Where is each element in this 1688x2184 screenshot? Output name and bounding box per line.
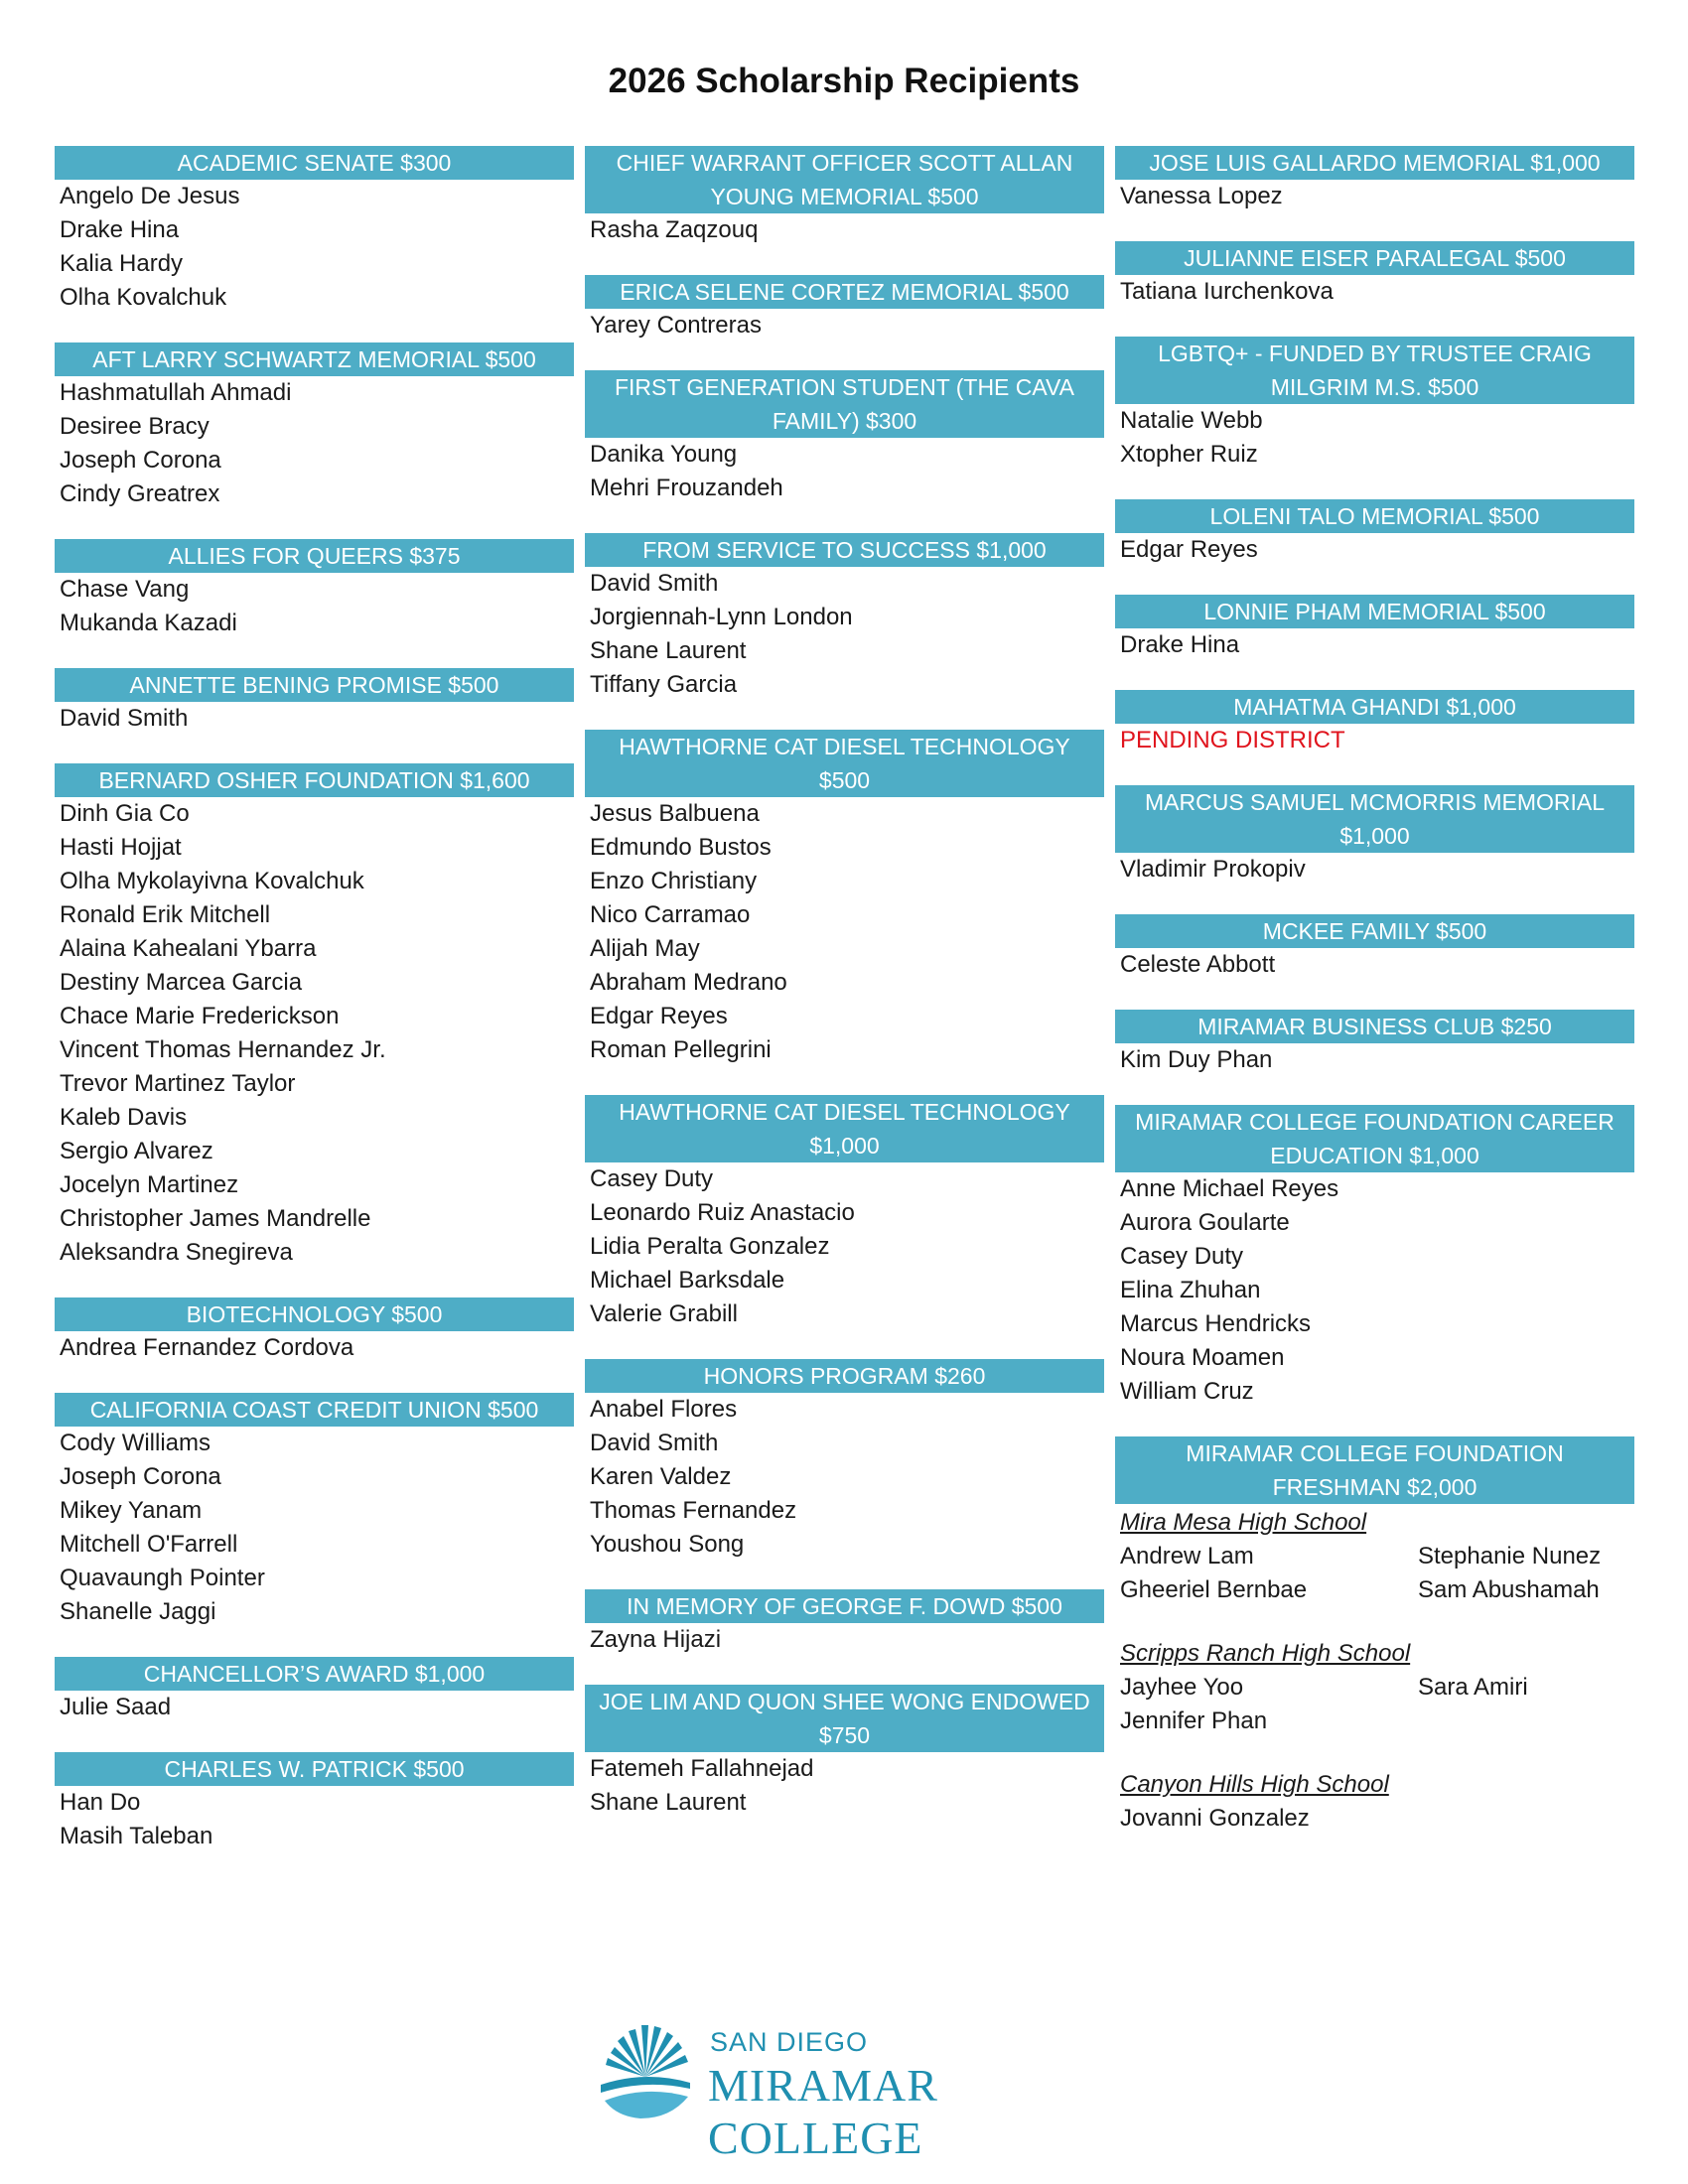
sunburst-logo-icon [591,2015,700,2124]
recipient-name: Desiree Bracy [60,413,210,440]
logo-line-1: SAN DIEGO [710,2027,869,2057]
scholarship-section [1115,785,1634,887]
scholarship-section [585,1589,1104,1657]
recipient-name: Sergio Alvarez [60,1138,213,1164]
scholarship-header: MAHATMA GHANDI $1,000 [1115,690,1634,724]
school-recipients [1115,1540,1634,1607]
scholarship-section [1115,1010,1634,1077]
recipient-name: Ronald Erik Mitchell [60,901,271,928]
column-1 [55,146,574,1853]
recipient-name: David Smith [590,1430,719,1456]
recipient-name: Elina Zhuhan [1120,1277,1261,1303]
recipient-name: Natalie Webb [1120,407,1263,434]
scholarship-header: BERNARD OSHER FOUNDATION $1,600 [55,763,574,797]
logo-line-2: MIRAMAR COLLEGE [708,2060,938,2163]
scholarship-header: ACADEMIC SENATE $300 [55,146,574,180]
recipient-name: Mukanda Kazadi [60,610,237,636]
scholarship-header: BIOTECHNOLOGY $500 [55,1297,574,1331]
high-school-label: Scripps Ranch High School [1120,1640,1411,1667]
recipient-name: Shane Laurent [590,1789,747,1816]
recipient-name: Casey Duty [590,1165,714,1192]
school-recipients [1115,1802,1634,1836]
recipient-name: Julie Saad [60,1694,172,1720]
recipient-name: Shanelle Jaggi [60,1598,216,1625]
scholarship-section [1115,690,1634,757]
scholarship-section [585,730,1104,1067]
recipient-name: Edgar Reyes [1120,536,1258,563]
scholarship-header: MIRAMAR BUSINESS CLUB $250 [1115,1010,1634,1043]
recipient-name: Anabel Flores [590,1396,738,1423]
scholarship-section [585,275,1104,342]
recipient-name: Jennifer Phan [1120,1707,1268,1734]
scholarship-section [55,1752,574,1853]
scholarship-header: ANNETTE BENING PROMISE $500 [55,668,574,702]
recipient-name: Jesus Balbuena [590,800,760,827]
scholarship-section [585,370,1104,505]
scholarship-header: HONORS PROGRAM $260 [585,1359,1104,1393]
recipient-name: David Smith [590,570,719,597]
recipient-name: Mikey Yanam [60,1497,203,1524]
recipient-name: Kim Duy Phan [1120,1046,1273,1073]
recipient-name: Cody Williams [60,1430,211,1456]
recipient-name: Cindy Greatrex [60,480,220,507]
scholarship-header: JULIANNE EISER PARALEGAL $500 [1115,241,1634,275]
recipient-name: Xtopher Ruiz [1120,441,1258,468]
scholarship-section [585,1359,1104,1562]
recipient-name: Alijah May [590,935,700,962]
recipient-name: Tiffany Garcia [590,671,738,698]
recipient-name: Roman Pellegrini [590,1036,772,1063]
scholarship-header: CHANCELLOR’S AWARD $1,000 [55,1657,574,1691]
scholarship-header: MARCUS SAMUEL MCMORRIS MEMORIAL $1,000 [1115,785,1634,853]
recipient-name: Olha Kovalchuk [60,284,227,311]
recipient-name: Joseph Corona [60,447,221,474]
recipient-name: Thomas Fernandez [590,1497,797,1524]
recipient-name: Hasti Hojjat [60,834,182,861]
scholarship-section [1115,241,1634,309]
column-3 [1115,146,1634,1836]
scholarship-header: LGBTQ+ - FUNDED BY TRUSTEE CRAIG MILGRIM M.S. $500 [1115,337,1634,404]
recipient-name: Chace Marie Frederickson [60,1003,340,1029]
recipient-name: Drake Hina [60,216,180,243]
scholarship-section [55,1393,574,1629]
recipient-name: Mitchell O'Farrell [60,1531,238,1558]
recipient-name: Nico Carramao [590,901,751,928]
recipient-name: Marcus Hendricks [1120,1310,1312,1337]
recipient-name: Olha Mykolayivna Kovalchuk [60,868,364,894]
recipient-name: Jayhee Yoo [1120,1674,1244,1701]
recipient-name: Edmundo Bustos [590,834,772,861]
recipient-name: Celeste Abbott [1120,951,1276,978]
recipient-name: Shane Laurent [590,637,747,664]
recipient-name: Lidia Peralta Gonzalez [590,1233,830,1260]
scholarship-header: FIRST GENERATION STUDENT (THE CAVA FAMILY) $300 [585,370,1104,438]
scholarship-section [55,763,574,1270]
recipient-name: Sara Amiri [1418,1674,1528,1701]
recipient-name: Joseph Corona [60,1463,221,1490]
scholarship-section [55,668,574,736]
recipient-name: Jocelyn Martinez [60,1171,239,1198]
recipient-name: Enzo Christiany [590,868,758,894]
recipient-name: Vladimir Prokopiv [1120,856,1306,883]
recipient-name: Noura Moamen [1120,1344,1285,1371]
recipient-name: Vanessa Lopez [1120,183,1283,209]
scholarship-header: FROM SERVICE TO SUCCESS $1,000 [585,533,1104,567]
college-logo [591,2015,1107,2163]
high-school-label: Canyon Hills High School [1120,1771,1389,1798]
scholarship-section [1115,1436,1634,1836]
scholarship-header: JOE LIM AND QUON SHEE WONG ENDOWED $750 [585,1685,1104,1752]
scholarship-header: ALLIES FOR QUEERS $375 [55,539,574,573]
recipient-name: Jovanni Gonzalez [1120,1805,1310,1832]
recipient-name: Hashmatullah Ahmadi [60,379,292,406]
scholarship-section [1115,146,1634,213]
scholarship-section [1115,914,1634,982]
recipient-name: Stephanie Nunez [1418,1543,1602,1570]
recipient-name: Michael Barksdale [590,1267,785,1294]
scholarship-section [55,1297,574,1365]
scholarship-section [55,146,574,315]
scholarship-header: JOSE LUIS GALLARDO MEMORIAL $1,000 [1115,146,1634,180]
recipient-name: Edgar Reyes [590,1003,728,1029]
recipient-name: Rasha Zaqzouq [590,216,759,243]
scholarship-section [1115,1105,1634,1409]
recipient-name: Karen Valdez [590,1463,732,1490]
recipient-name: Aurora Goularte [1120,1209,1290,1236]
recipient-name: Valerie Grabill [590,1300,738,1327]
scholarship-section [585,533,1104,702]
recipient-name: Christopher James Mandrelle [60,1205,371,1232]
scholarship-section [55,342,574,511]
recipient-name: Trevor Martinez Taylor [60,1070,296,1097]
recipient-name: Han Do [60,1789,141,1816]
scholarship-section [55,539,574,640]
scholarship-header: MIRAMAR COLLEGE FOUNDATION CAREER EDUCATION $1,000 [1115,1105,1634,1172]
recipient-name: Zayna Hijazi [590,1626,722,1653]
recipient-name: Angelo De Jesus [60,183,240,209]
scholarship-header: AFT LARRY SCHWARTZ MEMORIAL $500 [55,342,574,376]
scholarship-header: IN MEMORY OF GEORGE F. DOWD $500 [585,1589,1104,1623]
recipient-name: Youshou Song [590,1531,745,1558]
recipient-name: Leonardo Ruiz Anastacio [590,1199,855,1226]
scholarship-header: MCKEE FAMILY $500 [1115,914,1634,948]
recipient-name: Quavaungh Pointer [60,1565,265,1591]
recipient-name: David Smith [60,705,189,732]
recipient-name: Masih Taleban [60,1823,213,1849]
scholarship-header: CALIFORNIA COAST CREDIT UNION $500 [55,1393,574,1427]
recipient-name: Kaleb Davis [60,1104,188,1131]
recipient-name: Andrew Lam [1120,1543,1254,1570]
recipient-name: Dinh Gia Co [60,800,190,827]
column-2 [585,146,1104,1820]
recipient-name: Gheeriel Bernbae [1120,1576,1308,1603]
scholarship-section [55,1657,574,1724]
recipient-name: Jorgiennah-Lynn London [590,604,853,630]
scholarship-header: HAWTHORNE CAT DIESEL TECHNOLOGY $500 [585,730,1104,797]
recipient-name: Destiny Marcea Garcia [60,969,303,996]
recipient-name: Vincent Thomas Hernandez Jr. [60,1036,386,1063]
recipient-name: Kalia Hardy [60,250,184,277]
page-title: 2026 Scholarship Recipients [608,62,1080,100]
recipient-name: Chase Vang [60,576,190,603]
scholarship-header: LOLENI TALO MEMORIAL $500 [1115,499,1634,533]
scholarship-header: MIRAMAR COLLEGE FOUNDATION FRESHMAN $2,000 [1115,1436,1634,1504]
recipient-name: Mehri Frouzandeh [590,475,783,501]
scholarship-section [585,1095,1104,1331]
pending-status: PENDING DISTRICT [1120,727,1345,753]
scholarship-header: HAWTHORNE CAT DIESEL TECHNOLOGY $1,000 [585,1095,1104,1162]
recipient-name: William Cruz [1120,1378,1254,1405]
recipient-name: Drake Hina [1120,631,1240,658]
recipient-name: Sam Abushamah [1418,1576,1600,1603]
school-recipients [1115,1671,1634,1738]
recipient-name: Yarey Contreras [590,312,762,339]
recipient-name: Fatemeh Fallahnejad [590,1755,814,1782]
scholarship-header: ERICA SELENE CORTEZ MEMORIAL $500 [585,275,1104,309]
recipient-name: Aleksandra Snegireva [60,1239,293,1266]
recipient-name: Anne Michael Reyes [1120,1175,1339,1202]
scholarship-section [585,1685,1104,1820]
scholarship-section [1115,499,1634,567]
scholarship-section [1115,595,1634,662]
recipient-name: Andrea Fernandez Cordova [60,1334,354,1361]
recipient-name: Danika Young [590,441,738,468]
high-school-label: Mira Mesa High School [1120,1509,1367,1536]
scholarship-section [585,146,1104,247]
scholarship-section [1115,337,1634,472]
scholarship-header: CHARLES W. PATRICK $500 [55,1752,574,1786]
scholarship-header: CHIEF WARRANT OFFICER SCOTT ALLAN YOUNG MEMORIAL $500 [585,146,1104,213]
recipient-name: Alaina Kahealani Ybarra [60,935,317,962]
scholarship-header: LONNIE PHAM MEMORIAL $500 [1115,595,1634,628]
recipient-name: Tatiana Iurchenkova [1120,278,1334,305]
recipient-name: Abraham Medrano [590,969,787,996]
recipient-name: Casey Duty [1120,1243,1244,1270]
